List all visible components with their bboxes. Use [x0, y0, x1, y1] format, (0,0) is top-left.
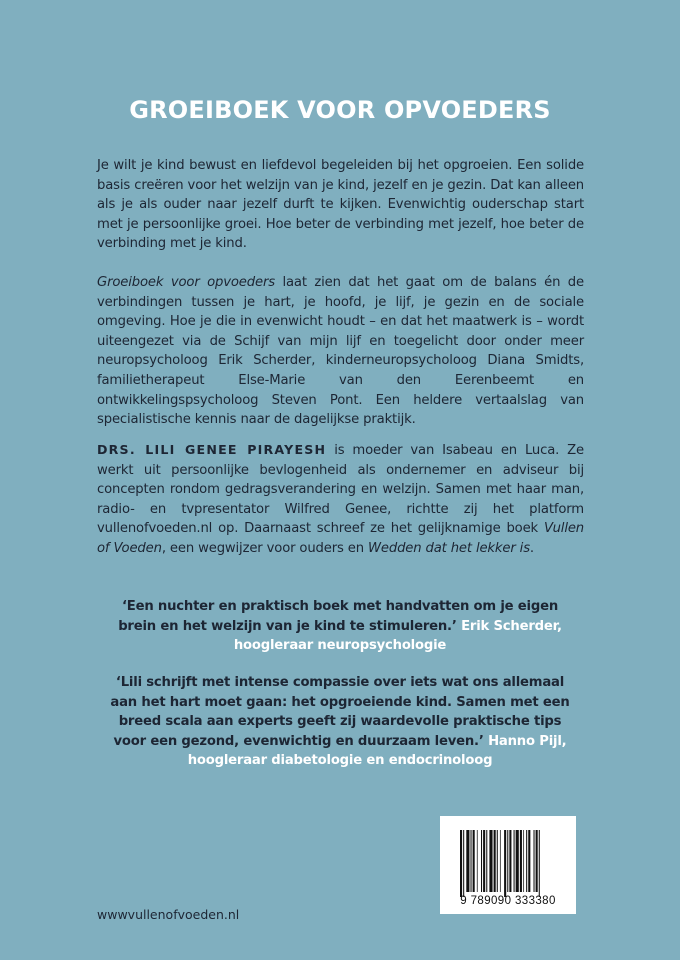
quote-attribution: Hanno Pijl, hoogleraar diabetologie en endocrinoloog [187, 733, 567, 769]
bio-text-1: is moeder van Isabeau en Luca. Ze werkt uit persoonlijke bevlogenheid als ondernemer en adviseur bij concepten rondom gedragsverandering en welzijn. Samen met haar man, radio- en tvpresentator Wilfred Genee, richtte zij het platform vullenofvoeden.nl op. Daarnaast schreef ze het gelijknamige boek [97, 443, 584, 537]
barcode-bar [523, 830, 524, 892]
intro-paragraph: Je wilt je kind bewust en liefdevol begeleiden bij het opgroeien. Een solide basis creëren voor het welzijn van je kind, jezelf en je gezin. Dat kan alleen als je als ouder naar jezelf durft te kijken. Evenwichtig ouderschap start met je persoonlijke groei. Hoe beter de verbinding met jezelf, hoe beter de verbinding met je kind. [97, 158, 584, 252]
quote-1 [110, 597, 570, 656]
book-wedden: Wedden dat het lekker is [368, 540, 530, 556]
book-vullen-of-voeden: Vullen of Voeden [97, 521, 584, 556]
barcode-bar [500, 830, 501, 892]
description-paragraph [97, 273, 584, 430]
barcode-bar [473, 830, 475, 892]
author-bio [97, 440, 584, 559]
bio-text-2: , een wegwijzer voor ouders en [161, 540, 368, 556]
barcode-bar [504, 830, 506, 897]
barcode-bar [520, 830, 522, 892]
book-title: GROEIBOEK VOOR OPVOEDERS [129, 96, 551, 124]
barcode-bar [507, 830, 508, 892]
website-url: wwwvullenofvoeden.nl [97, 907, 240, 922]
barcode-bar [477, 830, 478, 892]
barcode-bar [489, 830, 492, 892]
quote-text: ‘Lili schrijft met intense compassie over iets wat ons allemaal aan het hart moet gaan: het opgroeiende kind. Samen met een breed scala aan experts geeft zij waardevolle praktische tips voor een gezond, evenwichtig en duurzaam leven.’ [110, 675, 570, 749]
quote-attribution: Erik Scherder, hoogleraar neuropsychologie [233, 618, 562, 654]
barcode-bar [497, 830, 498, 892]
barcode-bar [539, 830, 540, 897]
isbn-barcode [440, 816, 576, 914]
barcode-bar [509, 830, 511, 892]
barcode-bar [466, 830, 469, 892]
barcode-bar [494, 830, 496, 892]
author-name: DRS. LILI GENEE PIRAYESH [97, 442, 327, 457]
barcode-bar [528, 830, 530, 892]
barcode-bar [463, 830, 464, 897]
quote-2 [110, 673, 570, 771]
bio-text-3: . [529, 540, 534, 556]
book-title-italic: Groeiboek voor opvoeders [97, 275, 275, 290]
barcode-bar [486, 830, 487, 892]
quote-text: ‘Een nuchter en praktisch boek met handvatten om je eigen brein en het welzijn van je kind te stimuleren.’ [118, 599, 559, 634]
barcode-bar [483, 830, 485, 892]
barcode-bar [526, 830, 527, 892]
barcode-bar [481, 830, 482, 892]
barcode-bar [471, 830, 472, 892]
barcode-bar [460, 830, 462, 897]
barcode-bar [536, 830, 538, 892]
barcode-bar [534, 830, 535, 892]
barcode-bar [516, 830, 519, 892]
description-text: laat zien dat het gaat om de balans én de verbindingen tussen je hart, je hoofd, je lijf, je gezin en de sociale omgeving. Hoe je die in evenwicht houdt – en dat het maatwerk is – wordt uiteengezet via de Schijf van mijn lijf en toegelicht door onder meer neuropsycholoog Erik Scherder, kinderneuropsycholoog Diana Smidts, familietherapeut Else-Marie van den Eerenbeemt en ontwikkelingspsycholoog Steven Pont. Een heldere vertaalslag van specialistische kennis naar de dagelijkse praktijk. [97, 275, 584, 428]
isbn-number: 9 789090 333380 [460, 895, 556, 907]
barcode-bar [514, 830, 515, 892]
